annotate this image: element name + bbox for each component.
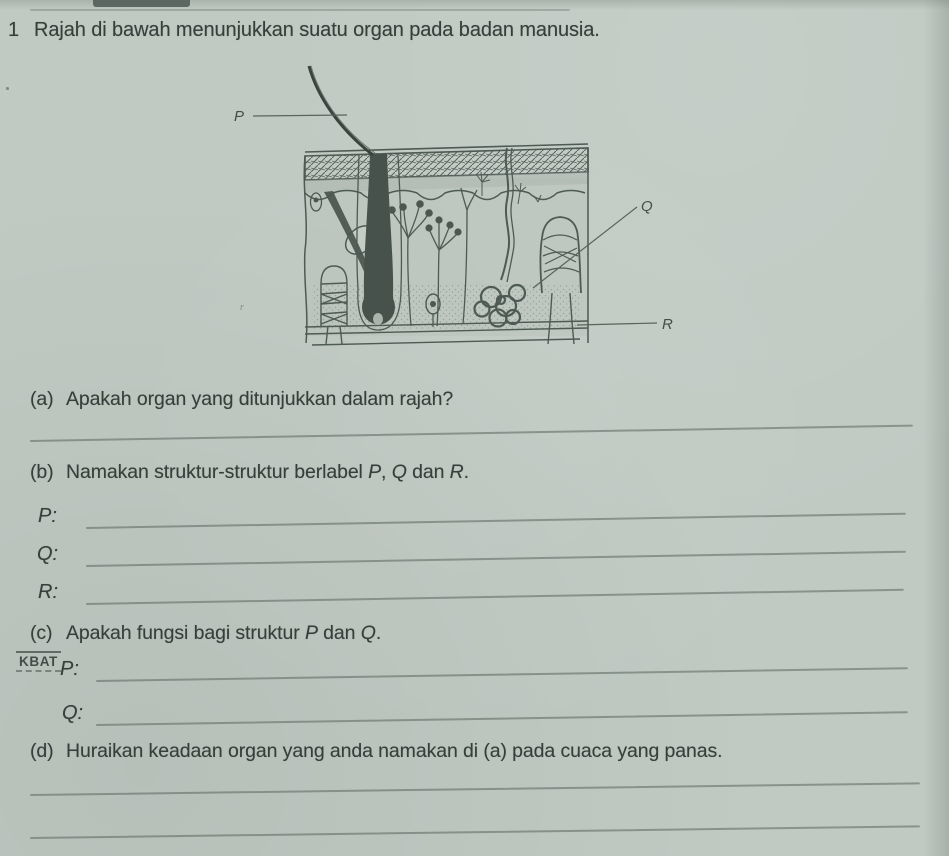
skin-cross-section-diagram <box>220 60 690 360</box>
question-b <box>30 461 469 484</box>
answer-line-b-p <box>86 513 906 529</box>
stray-mark: r <box>240 302 244 313</box>
subcutaneous-stipple <box>312 284 580 330</box>
diagram-label-p: P <box>234 108 245 125</box>
skin-diagram-svg <box>220 60 690 360</box>
question-stem-text: Rajah di bawah menunjukkan suatu organ pada badan manusia. <box>34 19 600 41</box>
answer-line-c-q <box>96 711 908 726</box>
question-stem-row <box>8 19 600 42</box>
question-d-number: (d) <box>30 740 54 762</box>
diagram-label-q: Q <box>641 198 653 215</box>
answer-label-b-p: P: <box>38 505 57 527</box>
question-a <box>30 388 453 411</box>
question-c-number: (c) <box>30 622 53 644</box>
answer-line-d-2 <box>30 825 920 839</box>
leader-line-r <box>577 323 657 325</box>
question-b-number: (b) <box>30 461 54 483</box>
answer-line-d-1 <box>30 782 920 796</box>
question-a-text: Apakah organ yang ditunjukkan dalam rajah? <box>66 388 454 410</box>
kbat-badge: KBAT <box>16 651 61 672</box>
question-a-number: (a) <box>30 388 54 410</box>
answer-label-b-r: R: <box>38 581 58 603</box>
hair-shaft <box>309 66 375 155</box>
question-c <box>30 622 381 645</box>
cutoff-element-fragment <box>93 0 190 7</box>
answer-label-c-p: P: <box>60 658 79 680</box>
answer-line-b-r <box>86 589 904 605</box>
answer-label-c-q: Q: <box>62 702 84 724</box>
question-b-text: Namakan struktur-struktur berlabel P, Q dan R. <box>66 461 469 483</box>
scan-speck <box>6 87 9 90</box>
scan-artifact-line <box>30 9 570 11</box>
answer-label-b-q: Q: <box>37 543 59 565</box>
question-d-text: Huraikan keadaan organ yang anda namakan di (a) pada cuaca yang panas. <box>66 740 723 762</box>
question-c-text: Apakah fungsi bagi struktur P dan Q. <box>66 622 382 644</box>
answer-line-a <box>30 425 913 442</box>
answer-line-b-q <box>86 551 906 567</box>
question-number: 1 <box>8 19 20 41</box>
answer-line-c-p <box>96 667 908 682</box>
diagram-label-r: R <box>662 316 673 333</box>
page-edge-shadow <box>923 0 949 856</box>
question-d <box>30 740 722 763</box>
